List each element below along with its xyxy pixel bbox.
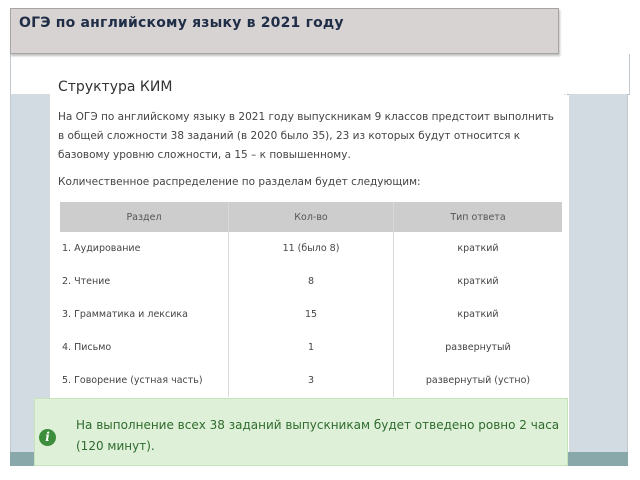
slide-right-panel	[569, 94, 628, 452]
column-header-answer-type: Тип ответа	[394, 202, 563, 232]
info-note-text: На выполнение всех 38 заданий выпускникам будет отведено ровно 2 часа (120 минут).	[76, 418, 560, 453]
kim-structure-table	[60, 202, 562, 397]
count-cell: 11 (было 8)	[229, 232, 394, 265]
slide-title-box	[10, 8, 559, 54]
column-header-count: Кол-во	[229, 202, 394, 232]
table-header-row	[60, 202, 562, 232]
article-heading: Структура КИМ	[58, 79, 173, 95]
section-cell: 4. Письмо	[62, 342, 112, 353]
section-cell: 1. Аудирование	[62, 243, 141, 254]
answer-type-cell: краткий	[394, 265, 563, 298]
slide-title: ОГЭ по английскому языку в 2021 году	[19, 15, 344, 31]
table-row	[60, 232, 562, 265]
column-header-section: Раздел	[60, 202, 229, 232]
table-row	[60, 364, 562, 397]
count-cell: 3	[229, 364, 394, 397]
section-cell: 3. Грамматика и лексика	[62, 309, 188, 320]
section-cell: 2. Чтение	[62, 276, 111, 287]
table-row	[60, 298, 562, 331]
answer-type-cell: развернутый (устно)	[394, 364, 563, 397]
answer-type-cell: краткий	[394, 298, 563, 331]
count-cell: 1	[229, 331, 394, 364]
answer-type-cell: развернутый	[394, 331, 563, 364]
info-note	[34, 398, 568, 466]
info-icon: i	[39, 429, 56, 446]
distribution-intro: Количественное распределение по разделам будет следующим:	[58, 176, 421, 188]
table-row	[60, 265, 562, 298]
count-cell: 8	[229, 265, 394, 298]
section-cell: 5. Говорение (устная часть)	[62, 375, 203, 386]
table-row	[60, 331, 562, 364]
answer-type-cell: краткий	[394, 232, 563, 265]
count-cell: 15	[229, 298, 394, 331]
article-paragraph: На ОГЭ по английскому языку в 2021 году выпускникам 9 классов предстоит выполнить в общей сложности 38 заданий (в 2020 было 35), 23 из которых будут относится к базовому уровню сложности, а 15 – к повышенному.	[58, 111, 554, 161]
